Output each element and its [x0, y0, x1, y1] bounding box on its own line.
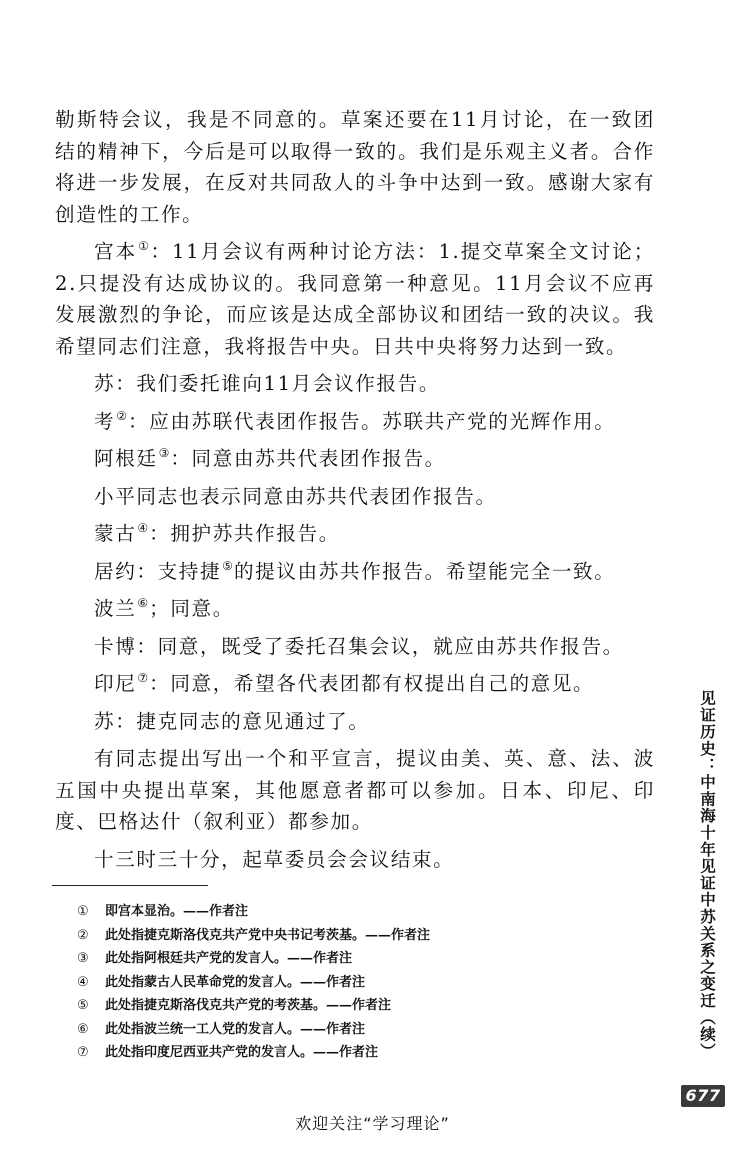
footnote-number: ⑤: [77, 998, 89, 1013]
footnote-divider: [52, 885, 208, 886]
paragraph: [55, 556, 655, 588]
footnote-ref[interactable]: ⑤: [222, 558, 233, 573]
speech-text: ：同意由苏共代表团作报告。: [170, 447, 446, 470]
speech-text: ：同意，希望各代表团都有权提出自己的意见。: [149, 672, 595, 695]
footnote-number: ②: [77, 927, 89, 943]
body-text: [55, 104, 655, 875]
footnote-number: ③: [77, 951, 89, 966]
paragraph: 勒斯特会议，我是不同意的。草案还要在11月讨论，在一致团结的精神下，今后是可以取得一致的。我们是乐观主义者。合作将进一步发展，在反对共同敌人的斗争中达到一致。感谢大家有创造性的工作。: [55, 108, 655, 226]
speaker-name: 考: [94, 409, 116, 433]
footnote-text: 此处指阿根廷共产党的发言人。——作者注: [105, 951, 353, 966]
speech-text: ：应由苏联代表团作报告。苏联共产党的光辉作用。: [127, 409, 616, 433]
paragraph: [55, 406, 655, 438]
footnote: [77, 1018, 637, 1042]
paragraph: [55, 443, 655, 475]
paragraph: 十三时三十分，起草委员会会议结束。: [94, 847, 455, 871]
speaker-name: 居约：支持捷: [94, 559, 222, 583]
paragraph: [55, 518, 655, 550]
footnote-text: 此处指捷克斯洛伐克共产党中央书记考茨基。——作者注: [105, 927, 431, 943]
paragraph: 卡博：同意，既受了委托召集会议，就应由苏共作报告。: [94, 634, 624, 658]
speaker-name: 阿根廷: [94, 447, 158, 470]
speech-text: ；同意。: [149, 597, 234, 620]
footnote: [77, 900, 637, 924]
paragraph: [55, 593, 655, 625]
footnote-text: 此处指蒙古人民革命党的发言人。——作者注: [105, 974, 366, 990]
footnote-text: 此处指印度尼西亚共产党的发言人。——作者注: [105, 1045, 379, 1060]
speech-text: ：拥护苏共作报告。: [149, 522, 340, 545]
speech-text: 的提议由苏共作报告。希望能完全一致。: [233, 559, 616, 583]
paragraph: [55, 668, 655, 700]
footnote-number: ④: [77, 974, 89, 990]
speech-text: ：11月会议有两种讨论方法：1.提交草案全文讨论；2.只提没有达成协议的。我同意第一种意见。11月会议不应再发展激烈的争论，而应该是达成全部协议和团结一致的决议。我希望同志们注意，我将报告中央。日共中央将努力达到一致。: [55, 240, 655, 358]
footnote: [77, 947, 637, 971]
speaker-name: 波兰: [94, 597, 137, 620]
footnote-ref[interactable]: ⑦: [137, 671, 149, 686]
footnote: [77, 1041, 637, 1065]
footnote-text: 此处指捷克斯洛伐克共产党的考茨基。——作者注: [105, 998, 392, 1013]
paragraph: 苏：捷克同志的意见通过了。: [94, 709, 370, 733]
paragraph: 小平同志也表示同意由苏共代表团作报告。: [94, 484, 497, 508]
page-number: 677: [681, 1085, 725, 1107]
running-title: 见证历史：中南海十年见证中苏关系之变迁（续）: [698, 690, 716, 1060]
paragraph: [55, 236, 655, 362]
speaker-name: 蒙古: [94, 522, 137, 545]
footnotes: [77, 900, 637, 1065]
footnote-ref[interactable]: ①: [138, 239, 150, 254]
footnote-text: 此处指波兰统一工人党的发言人。——作者注: [105, 1021, 366, 1037]
paragraph: 有同志提出写出一个和平宣言，提议由美、英、意、法、波五国中央提出草案，其他愿意者都可以参加。日本、印尼、印度、巴格达什（叙利亚）都参加。: [55, 747, 655, 833]
footnote-ref[interactable]: ③: [158, 446, 170, 461]
footnote-ref[interactable]: ④: [137, 521, 149, 536]
watermark-footer: 欢迎关注“学习理论”: [295, 1114, 450, 1133]
footnote: [77, 971, 637, 995]
footnote-text: 即宫本显治。——作者注: [105, 904, 249, 919]
footnote: [77, 924, 637, 948]
footnote-ref[interactable]: ②: [116, 408, 127, 423]
paragraph: 苏：我们委托谁向11月会议作报告。: [94, 372, 441, 395]
speaker-name: 宫本: [94, 240, 138, 263]
speaker-name: 印尼: [94, 672, 137, 695]
footnote: [77, 994, 637, 1018]
footnote-number: ①: [77, 904, 89, 919]
footnote-ref[interactable]: ⑥: [137, 596, 149, 611]
footnote-number: ⑦: [77, 1045, 89, 1060]
footnote-number: ⑥: [77, 1021, 89, 1037]
